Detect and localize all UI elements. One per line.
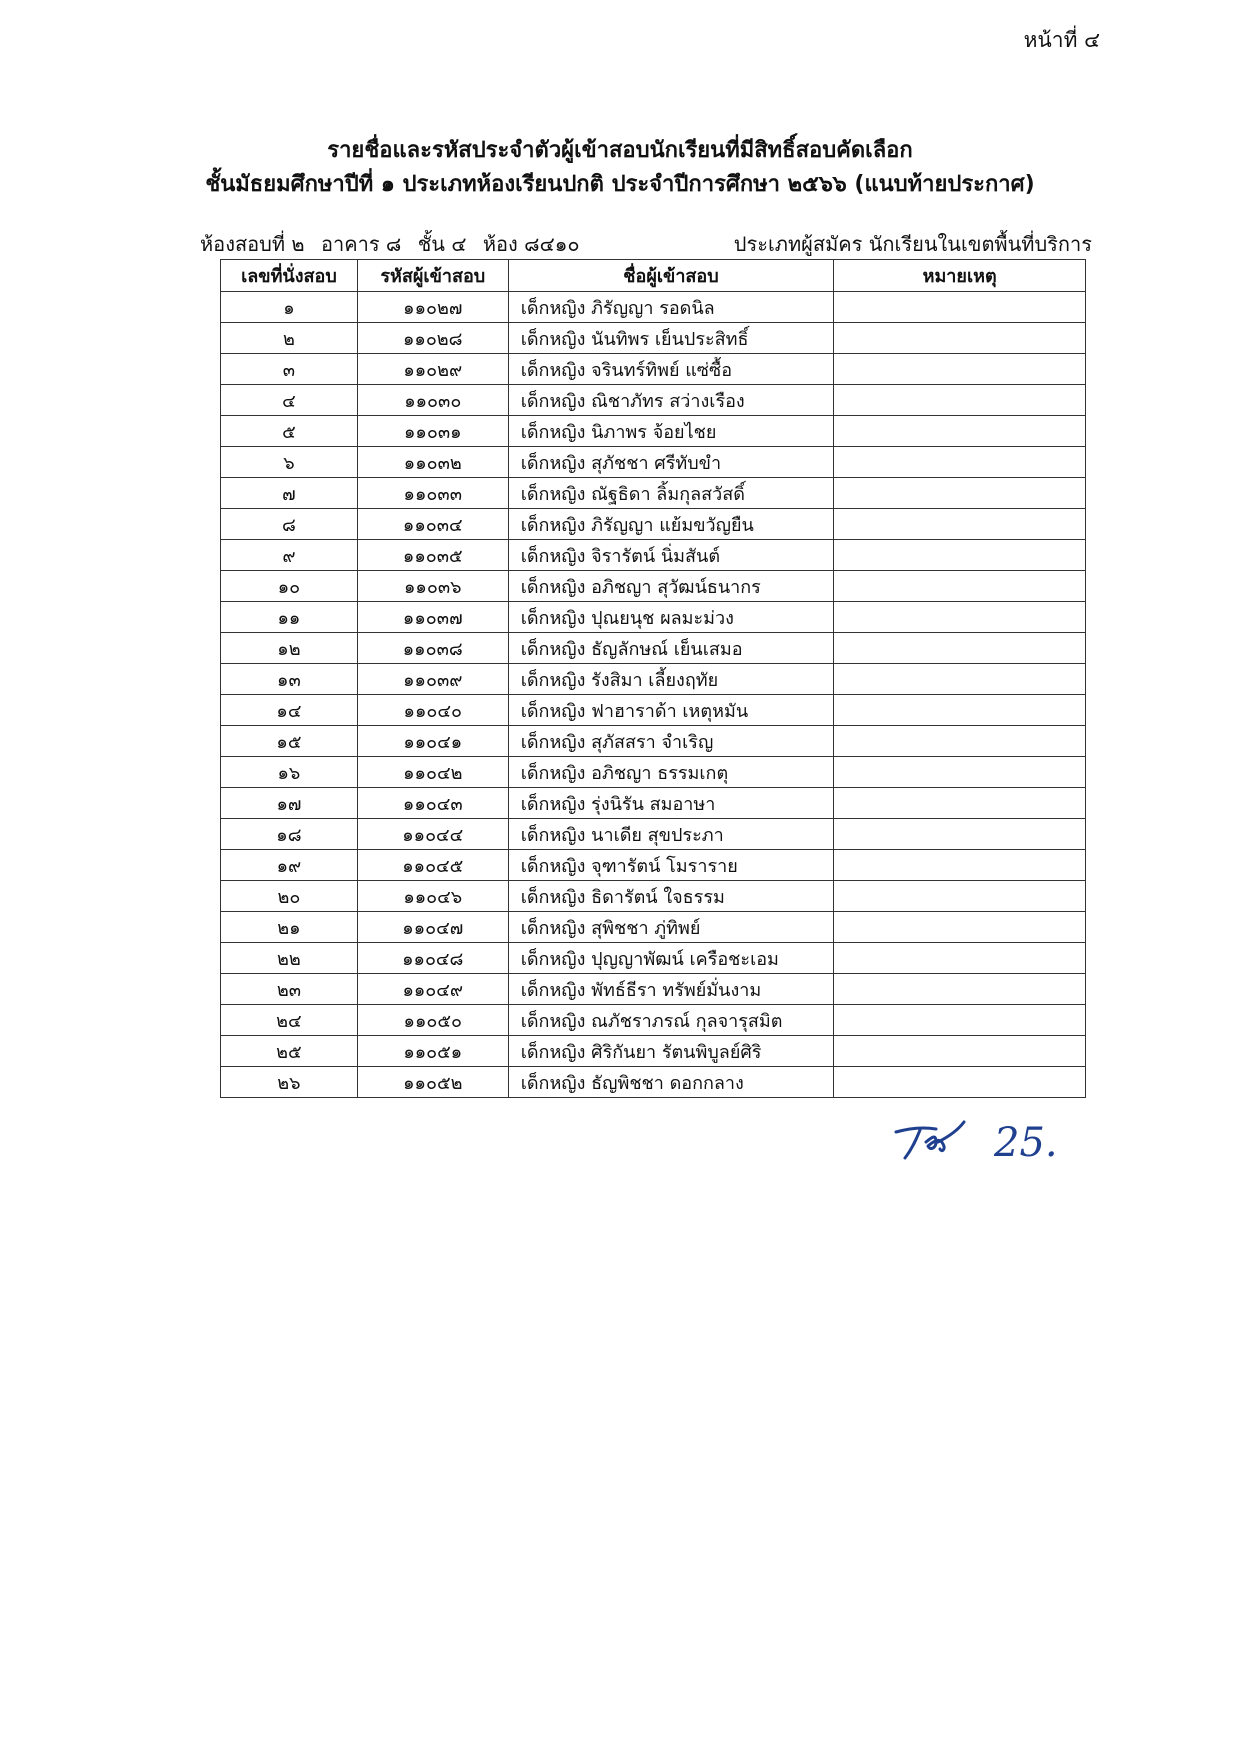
examinee-name-cell: เด็กหญิง ภิรัญญา รอดนิล: [508, 292, 834, 323]
remarks-cell: [834, 416, 1086, 447]
examinee-name-cell: เด็กหญิง ปุญญาพัฒน์ เครือชะเอม: [508, 943, 834, 974]
examinee-name-cell: เด็กหญิง จรินทร์ทิพย์ แซ่ซื้อ: [508, 354, 834, 385]
document-title-line-1: รายชื่อและรหัสประจำตัวผู้เข้าสอบนักเรียนที่มีสิทธิ์สอบคัดเลือก: [327, 138, 913, 163]
seat-number-cell: ๑๗: [221, 788, 358, 819]
remarks-cell: [834, 943, 1086, 974]
examinee-code-cell: ๑๑๐๔๖: [357, 881, 508, 912]
remarks-cell: [834, 540, 1086, 571]
examinee-name-cell: เด็กหญิง ณัฐธิดา ลิ้มกุลสวัสดิ์: [508, 478, 834, 509]
header-examinee-code: รหัสผู้เข้าสอบ: [357, 260, 508, 292]
examinee-code-cell: ๑๑๐๔๕: [357, 850, 508, 881]
seat-number-cell: ๑๔: [221, 695, 358, 726]
seat-number-cell: ๑๓: [221, 664, 358, 695]
examinee-name-cell: เด็กหญิง ธิดารัตน์ ใจธรรม: [508, 881, 834, 912]
examinee-name-cell: เด็กหญิง รังสิมา เลี้ยงฤทัย: [508, 664, 834, 695]
seat-number-cell: ๓: [221, 354, 358, 385]
remarks-cell: [834, 447, 1086, 478]
examinee-code-cell: ๑๑๐๓๕: [357, 540, 508, 571]
examinee-name-cell: เด็กหญิง ณภัชราภรณ์ กุลจารุสมิต: [508, 1005, 834, 1036]
table-row: [221, 633, 1086, 664]
exam-floor: ชั้น ๔: [417, 232, 467, 256]
table-row: [221, 323, 1086, 354]
examinee-name-cell: เด็กหญิง นิภาพร จ้อยไชย: [508, 416, 834, 447]
remarks-cell: [834, 292, 1086, 323]
table-row: [221, 478, 1086, 509]
seat-number-cell: ๑๐: [221, 571, 358, 602]
table-row: [221, 1067, 1086, 1098]
document-title-line-2: ชั้นมัธยมศึกษาปีที่ ๑ ประเภทห้องเรียนปกติ ประจำปีการศึกษา ๒๕๖๖ (แนบท้ายประกาศ): [205, 172, 1035, 197]
table-row: [221, 540, 1086, 571]
remarks-cell: [834, 1036, 1086, 1067]
examinee-name-cell: เด็กหญิง ปุณยนุช ผลมะม่วง: [508, 602, 834, 633]
table-row: [221, 602, 1086, 633]
examinee-name-cell: เด็กหญิง ณิชาภัทร สว่างเรือง: [508, 385, 834, 416]
examinee-code-cell: ๑๑๐๒๙: [357, 354, 508, 385]
examinee-code-cell: ๑๑๐๔๔: [357, 819, 508, 850]
examinee-code-cell: ๑๑๐๓๔: [357, 509, 508, 540]
seat-number-cell: ๗: [221, 478, 358, 509]
examinee-name-cell: เด็กหญิง ภิรัญญา แย้มขวัญยืน: [508, 509, 834, 540]
examinee-name-cell: เด็กหญิง นาเดีย สุขประภา: [508, 819, 834, 850]
signature: [890, 1118, 1090, 1168]
remarks-cell: [834, 850, 1086, 881]
page-number: หน้าที่ ๔: [1023, 28, 1100, 52]
examinee-name-cell: เด็กหญิง สุพิชชา ภู่ทิพย์: [508, 912, 834, 943]
examinee-code-cell: ๑๑๐๔๐: [357, 695, 508, 726]
examinee-code-cell: ๑๑๐๓๑: [357, 416, 508, 447]
signature-text: 25.: [994, 1120, 1058, 1166]
exam-classroom: ห้อง ๘๔๑๐: [482, 232, 580, 256]
seat-number-cell: ๑๒: [221, 633, 358, 664]
examinee-name-cell: เด็กหญิง จุฑารัตน์ โมราราย: [508, 850, 834, 881]
seat-number-cell: ๑: [221, 292, 358, 323]
table-row: [221, 385, 1086, 416]
examinee-name-cell: เด็กหญิง จิรารัตน์ นิ่มสันต์: [508, 540, 834, 571]
examinee-name-cell: เด็กหญิง พัทธ์ธีรา ทรัพย์มั่นงาม: [508, 974, 834, 1005]
remarks-cell: [834, 912, 1086, 943]
examinee-code-cell: ๑๑๐๕๒: [357, 1067, 508, 1098]
examinee-code-cell: ๑๑๐๓๒: [357, 447, 508, 478]
examinee-name-cell: เด็กหญิง ฟาฮาราด้า เหตุหมัน: [508, 695, 834, 726]
table-row: [221, 354, 1086, 385]
table-row: [221, 912, 1086, 943]
table-row: [221, 1036, 1086, 1067]
remarks-cell: [834, 602, 1086, 633]
seat-number-cell: ๒๑: [221, 912, 358, 943]
table-row: [221, 509, 1086, 540]
table-row: [221, 695, 1086, 726]
examinee-code-cell: ๑๑๐๒๘: [357, 323, 508, 354]
remarks-cell: [834, 726, 1086, 757]
table-row: [221, 881, 1086, 912]
examinee-code-cell: ๑๑๐๔๗: [357, 912, 508, 943]
examinee-code-cell: ๑๑๐๔๒: [357, 757, 508, 788]
seat-number-cell: ๒๐: [221, 881, 358, 912]
exam-building: อาคาร ๘: [320, 232, 402, 256]
examinee-name-cell: เด็กหญิง อภิชญา สุวัฒน์ธนากร: [508, 571, 834, 602]
seat-number-cell: ๖: [221, 447, 358, 478]
remarks-cell: [834, 509, 1086, 540]
seat-number-cell: ๕: [221, 416, 358, 447]
header-examinee-name: ชื่อผู้เข้าสอบ: [508, 260, 834, 292]
seat-number-cell: ๔: [221, 385, 358, 416]
examinee-name-cell: เด็กหญิง อภิชญา ธรรมเกตุ: [508, 757, 834, 788]
examinee-name-cell: เด็กหญิง ศิริกันยา รัตนพิบูลย์ศิริ: [508, 1036, 834, 1067]
seat-number-cell: ๑๘: [221, 819, 358, 850]
table-row: [221, 757, 1086, 788]
table-row: [221, 416, 1086, 447]
signature-mark: [896, 1122, 964, 1158]
seat-number-cell: ๒๔: [221, 1005, 358, 1036]
remarks-cell: [834, 633, 1086, 664]
remarks-cell: [834, 757, 1086, 788]
seat-number-cell: ๑๑: [221, 602, 358, 633]
examinee-name-cell: เด็กหญิง รุ่งนิรัน สมอาษา: [508, 788, 834, 819]
table-row: [221, 292, 1086, 323]
header-seat-number: เลขที่นั่งสอบ: [221, 260, 358, 292]
examinee-code-cell: ๑๑๐๓๖: [357, 571, 508, 602]
examinee-code-cell: ๑๑๐๓๗: [357, 602, 508, 633]
remarks-cell: [834, 323, 1086, 354]
seat-number-cell: ๒๖: [221, 1067, 358, 1098]
table-row: [221, 974, 1086, 1005]
examinee-code-cell: ๑๑๐๔๙: [357, 974, 508, 1005]
remarks-cell: [834, 571, 1086, 602]
examinee-table: [220, 259, 1086, 1098]
remarks-cell: [834, 695, 1086, 726]
remarks-cell: [834, 1067, 1086, 1098]
seat-number-cell: ๒: [221, 323, 358, 354]
applicant-type: ประเภทผู้สมัคร นักเรียนในเขตพื้นที่บริการ: [733, 232, 1092, 256]
table-body: [221, 292, 1086, 1098]
seat-number-cell: ๑๙: [221, 850, 358, 881]
examinee-code-cell: ๑๑๐๓๓: [357, 478, 508, 509]
exam-location: [200, 228, 580, 260]
remarks-cell: [834, 974, 1086, 1005]
seat-number-cell: ๒๕: [221, 1036, 358, 1067]
examinee-name-cell: เด็กหญิง ธัญลักษณ์ เย็นเสมอ: [508, 633, 834, 664]
examinee-name-cell: เด็กหญิง นันทิพร เย็นประสิทธิ์: [508, 323, 834, 354]
seat-number-cell: ๑๕: [221, 726, 358, 757]
table-row: [221, 664, 1086, 695]
table-row: [221, 943, 1086, 974]
table-row: [221, 788, 1086, 819]
remarks-cell: [834, 385, 1086, 416]
examinee-code-cell: ๑๑๐๕๑: [357, 1036, 508, 1067]
seat-number-cell: ๒๒: [221, 943, 358, 974]
remarks-cell: [834, 478, 1086, 509]
remarks-cell: [834, 881, 1086, 912]
remarks-cell: [834, 788, 1086, 819]
examinee-code-cell: ๑๑๐๓๙: [357, 664, 508, 695]
seat-number-cell: ๘: [221, 509, 358, 540]
seat-number-cell: ๑๖: [221, 757, 358, 788]
examinee-code-cell: ๑๑๐๓๐: [357, 385, 508, 416]
examinee-code-cell: ๑๑๐๔๘: [357, 943, 508, 974]
examinee-code-cell: ๑๑๐๕๐: [357, 1005, 508, 1036]
header-remarks: หมายเหตุ: [834, 260, 1086, 292]
examinee-code-cell: ๑๑๐๔๑: [357, 726, 508, 757]
table-header-row: [221, 260, 1086, 292]
remarks-cell: [834, 819, 1086, 850]
remarks-cell: [834, 664, 1086, 695]
table-row: [221, 447, 1086, 478]
table-row: [221, 726, 1086, 757]
examinee-code-cell: ๑๑๐๒๗: [357, 292, 508, 323]
examinee-code-cell: ๑๑๐๓๘: [357, 633, 508, 664]
examinee-name-cell: เด็กหญิง ธัญพิชชา ดอกกลาง: [508, 1067, 834, 1098]
remarks-cell: [834, 1005, 1086, 1036]
examinee-name-cell: เด็กหญิง สุภัชชา ศรีทับขำ: [508, 447, 834, 478]
examinee-name-cell: เด็กหญิง สุภัสสรา จำเริญ: [508, 726, 834, 757]
seat-number-cell: ๙: [221, 540, 358, 571]
exam-room: ห้องสอบที่ ๒: [200, 232, 305, 256]
table-row: [221, 850, 1086, 881]
remarks-cell: [834, 354, 1086, 385]
table-row: [221, 819, 1086, 850]
table-row: [221, 1005, 1086, 1036]
examinee-code-cell: ๑๑๐๔๓: [357, 788, 508, 819]
seat-number-cell: ๒๓: [221, 974, 358, 1005]
table-row: [221, 571, 1086, 602]
